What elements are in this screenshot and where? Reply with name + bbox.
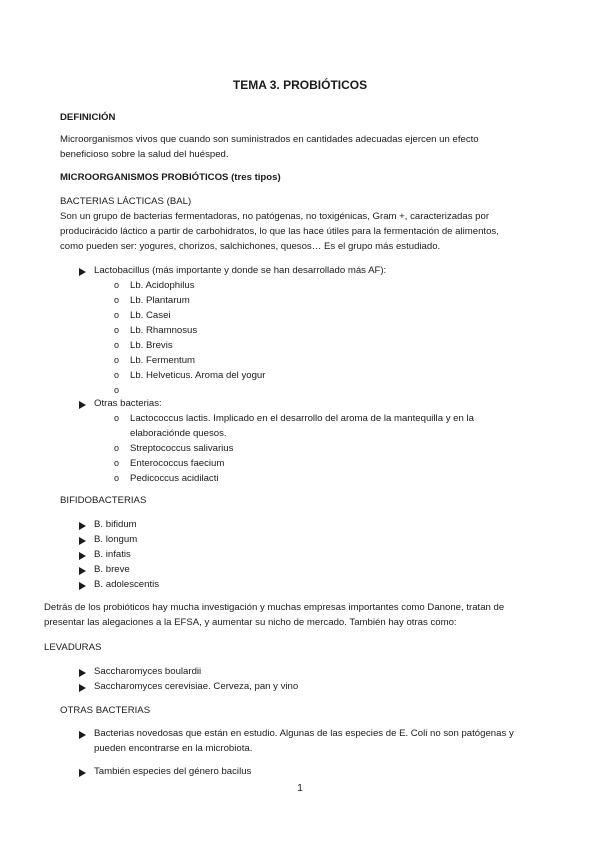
bifidobacterias-heading: BIFIDOBACTERIAS	[60, 495, 147, 506]
circle-bullet-icon: o	[114, 325, 120, 335]
list-item: B. infatis	[94, 549, 131, 560]
list-item: Lactococcus lactis. Implicado en el desarrollo del aroma de la mantequilla y en la	[130, 413, 474, 424]
list-item: B. breve	[94, 564, 130, 575]
arrow-bullet-icon	[79, 401, 86, 409]
arrow-bullet-icon	[79, 537, 86, 545]
list-item: Lb. Helveticus. Aroma del yogur	[130, 370, 266, 381]
microorganismos-heading-suffix: (tres tipos)	[231, 172, 281, 183]
list-item-continuation: elaboracióndе quesos.	[130, 428, 227, 439]
list-item: Lb. Plantarum	[130, 295, 190, 306]
definicion-heading: DEFINICIÓN	[60, 112, 116, 123]
arrow-bullet-icon	[79, 669, 86, 677]
levaduras-heading: LEVADURAS	[44, 642, 102, 653]
definicion-line-1: Microorganismos vivos que cuando son suministrados en cantidades adecuadas ejercen un efecto	[60, 134, 479, 145]
circle-bullet-icon: o	[114, 458, 120, 468]
list-item: Saccharomyces cerevisiae. Cerveza, pan y vino	[94, 681, 299, 692]
list-item: Saccharomyces boulardii	[94, 666, 202, 677]
list-item: Pedicoccus acidilacti	[130, 473, 219, 484]
lactobacillus-label: Lactobacillus (más importante y donde se han desarrollado más AF):	[94, 265, 387, 276]
circle-bullet-icon: o	[114, 295, 120, 305]
list-item-continuation: pueden encontrarse en la microbiota.	[94, 743, 253, 754]
page-number: 1	[297, 783, 303, 794]
detras-line-2: presentar las alegaciones a la EFSA, y aumentar su nicho de mercado. También hay otras como:	[44, 617, 457, 628]
list-item: Lb. Fermentum	[130, 355, 196, 366]
page-title: TEMA 3. PROBIÓTICOS	[232, 78, 368, 92]
list-item: Lb. Rhamnosus	[130, 325, 198, 336]
list-item: Lb. Casei	[130, 310, 171, 321]
circle-bullet-icon: o	[114, 310, 120, 320]
arrow-bullet-icon	[79, 552, 86, 560]
arrow-bullet-icon	[79, 268, 86, 276]
circle-bullet-icon: o	[114, 443, 120, 453]
definicion-line-2: beneficioso sobre la salud del huésped.	[60, 149, 229, 160]
microorganismos-heading-text: MICROORGANISMOS PROBIÓTICOS	[60, 172, 229, 183]
bal-line-3: como pueden ser: yogures, chorizos, salchichones, quesos… Es el grupo más estudiado.	[60, 241, 441, 252]
arrow-bullet-icon	[79, 522, 86, 530]
bal-heading: BACTERIAS LÁCTICAS (BAL)	[60, 196, 192, 207]
list-item: Streptococcus salivarius	[130, 443, 234, 454]
list-item: B. adolescentis	[94, 579, 160, 590]
list-item: B. longum	[94, 534, 138, 545]
bal-line-2: producirácido láctico a partir de carbohidratos, lo que las hace útiles para la fermentación de alimentos,	[60, 226, 499, 237]
list-item: Lb. Brevis	[130, 340, 173, 351]
circle-bullet-icon: o	[114, 370, 120, 380]
arrow-bullet-icon	[79, 731, 86, 739]
list-item: Bacterias novedosas que están en estudio. Algunas de las especies de E. Coli no son patógenas y	[94, 728, 514, 739]
circle-bullet-icon: o	[114, 355, 120, 365]
bal-line-1: Son un grupo de bacterias fermentadoras, no patógenas, no toxigénicas, Gram +, caracterizadas por	[60, 211, 490, 222]
list-item: También especies del género bacilus	[94, 766, 252, 777]
arrow-bullet-icon	[79, 567, 86, 575]
circle-bullet-icon: o	[114, 385, 120, 395]
list-item: B. bifidum	[94, 519, 137, 530]
list-item: Lb. Acidophilus	[130, 280, 195, 291]
detras-line-1: Detrás de los probióticos hay mucha investigación y muchas empresas importantes como Danone, tratan de	[44, 602, 505, 613]
arrow-bullet-icon	[79, 684, 86, 692]
otras-bacterias-label: Otras bacterias:	[94, 398, 162, 409]
microorganismos-heading	[60, 172, 281, 183]
arrow-bullet-icon	[79, 769, 86, 777]
circle-bullet-icon: o	[114, 473, 120, 483]
circle-bullet-icon: o	[114, 280, 120, 290]
list-item: Enterococcus faecium	[130, 458, 225, 469]
circle-bullet-icon: o	[114, 413, 120, 423]
circle-bullet-icon: o	[114, 340, 120, 350]
arrow-bullet-icon	[79, 582, 86, 590]
otras-bacterias-heading: OTRAS BACTERIAS	[60, 705, 151, 716]
